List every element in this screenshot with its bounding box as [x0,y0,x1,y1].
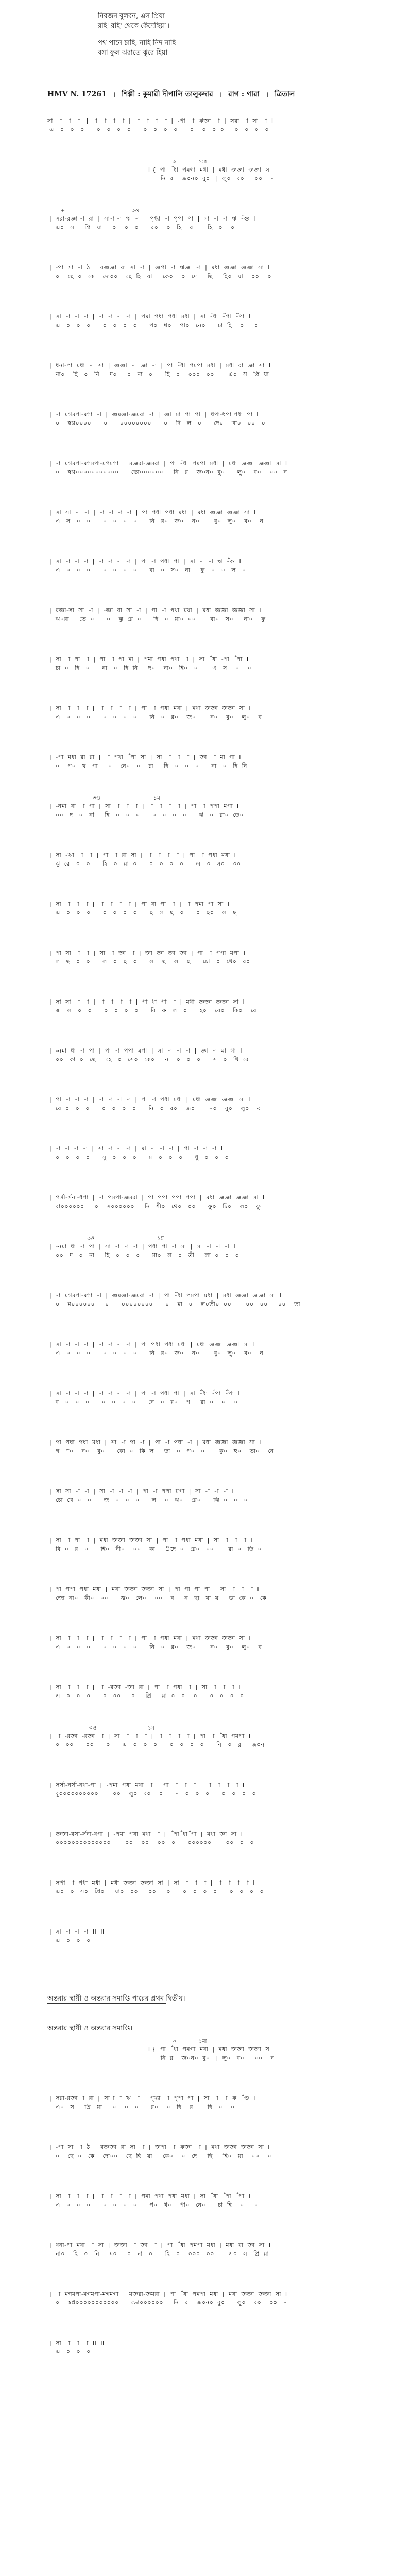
swara-line: | -পা সা -া ঠ | রজ্ঞজ্ঞা রা সা -া | জ্ঞপা -া ঋজ্ঞা -া | মধা জ্ঞজ্ঞা জ্ঞজ্ঞা সা I [47,2144,270,2150]
lyric-line: গ ণ০ ন০ বু০ কো ০ কি ল তা ০ প০ ০ কু০ হু০ তা০ নে [47,1448,274,1454]
poem-line: রহি' রহি' থেকে কেঁদেছিয়া ৷ [98,22,169,30]
footnote: অন্তরার স্থায়ী ও অন্তরার সমাপ্তি। [47,2025,133,2032]
lyric-line: এ ০ ০ ০ [47,2348,91,2355]
lyric-line: ০ স্বপ্ন০০০০০০০০০০০ ভো০০০০০০ নি র জ০ন০ বু০ লু০ ব০ ০০ ন [47,2299,287,2306]
lyric-line: এ ০ ০ ০ [47,1937,91,1944]
swara-line: | সা -া পা -া | মধা জ্ঞজ্ঞা জ্ঞজ্ঞা সা | পা -া পধা মধা | সা -া -া -া I [47,1537,253,1544]
lyric-line: না০ হি ০ নি দ০ ০ না ০ হি ০ ০০০ ০০ এ০ স প্রি য়া [47,371,269,378]
swara-line: | সা -া -া -া | -া -া -া -া | পা ধা পা -া | -া পমা পা সা I [47,901,230,907]
lyric-line: ব ০ ০ ০ ০ ০ ০ ০ নে ০ র০ প রা ০ ০ ০ [47,1399,238,1405]
separator: । [219,90,222,99]
lyric-line: এ ০ ০ ০ ০ ০০ ০ প্রি য়া ০ ০ ০ ০ ০ ০ ০ [47,1692,244,1699]
swara-line: | -নমা ধা -া পা | পা -া পপা মপা | সা -া -া -া | জ্ঞা -া মা গা I [47,1047,243,1054]
lyric-line: ০ প০ থ পা ০ নে০ ০ চা হি ০ ০ ০ না ০ হি নি [47,762,247,769]
lyric-line: এ ০ ০ ০ ০ ০ ০ ০ ছ ল ছ ০ ০ ছ০ ল ছ [47,909,237,916]
lyric-line: জ ল ০ ০ ০ ০ ০ ০ বি ফ ল ০ হ০ বে০ কি০ রে [47,1007,257,1014]
lyric-line: এ০ স প্রি য়া ০ ০ ০ র০ ০ হি র হি ০ ০ [47,224,235,231]
swara-line: | পা সা -া -া | সা -া জ্ঞা -া | জ্ঞা জ্ঞা জ্ঞা জ্ঞা | পা -া পপা মপা I [47,950,246,956]
lyric-line: রে ০ ০ ০ ০ ০ ০ ০ নি ০ র০ জ০ ন০ বু০ লু০ ব [47,1105,261,1112]
separator: । [265,90,269,99]
tala: ত্রিতাল [274,90,295,98]
lyric-line: ০ স্বপ্ন০০০০০০০০০০০ ভো০০০০০০ নি র জ০ন০ বু০ লু০ ব০ ০০ ন [47,469,287,476]
lyric-line: এ ০ ০ ০ ০ ০ ০ ০ নি ০ র০ জ০ ন০ বু০ লু০ ব [47,714,262,720]
swara-line: | সা -া -া -া II II [47,1928,105,1935]
swara-line: | সা -া -া -া | -া -া -া -া | পমা পধা পধা মধা | সা -ঁধা -ঁপা -ঁপা I [47,2193,251,2199]
lyric-line: এ০ ০ স০ প্রি০ য়া০ ০০ ০০ ০ ০ ০ ০ ০ ০ ০ ০ ০ [47,1888,264,1895]
swara-line: | সপা -া পধা মধা | মধা জ্ঞজ্ঞা জ্ঞজ্ঞা সা | সা -া -া -া | -া -া -া -া I [47,1879,255,1886]
swara-line: I { পা -ঁধা পমগা মধা | মধা জ্ঞজ্ঞা জ্ঞজ্ঞা স [47,2046,270,2053]
lyric-line: ০০ দ ০ না হি ০ ০ ০ মা০ ল ০ তী লা ০ ০ ০ [47,1252,239,1259]
swara-line: | সা -া -া -া | -া -া -া -া | পা -া পধা পা | সা -ঁধা -ঁপা -ঁপা I [47,1390,241,1397]
lyric-line: এ ০ ০ ০ ০ ০ ০ ০ বা ০ স০ না ফু ০ ০ ল ০ [47,567,246,573]
lyric-line: এ ০ ০ ০ ০ ০ ০ ০ ০ ০ ০ ০ ০ ০ ০ ০ ০ ০ ০ ০ [47,126,269,133]
swara-line: | সা সা -া -া | -া -া -া -া | পা ধা পা -া | মধা জ্ঞজ্ঞা জ্ঞজ্ঞা সা I [47,998,245,1005]
lyric-line: ল ছ ০ ০ ল ০ ছ ০ ল ছ ল ছ চো ০ খে০ র০ [47,958,250,965]
swara-line: | -নমা ধা -া পা | সা -া -া -া | -া -া -া -া | পা -া পপা মপা I [47,803,239,809]
swara-line: | -া -া -া -া | সা -া -া -া | মা -া -া -া | পা -া -া -া I [47,1145,223,1152]
lyric-line: ০ ছে ০ কে দো০০ ছে হি য়া কে০ ০ দে ছি হি০ য়া ০০ ০ [47,2153,272,2159]
swara-line: | পা পধা পধা মধা | সা -া পা -া | পা -া পধা -া | মধা জ্ঞজ্ঞা জ্ঞজ্ঞা সা I [47,1439,261,1446]
swara-line: | সরা-রজ্ঞা -া রা | সা-া -া ঋ -া | পৃগ্ধা -া পৃপা পা | সা -া -া ঋ -ঁগু I [47,2095,255,2102]
lyric-line: ০ ০ ০ ০ সু ০ ০ ০ ম ০ ০ ০ ধু ০ ০ ০ [47,1154,229,1161]
swara-line: | -া মগমপা-মগা -া | জ্ঞমজ্ঞা-জ্ঞমরা -া | জ্ঞা মা পা পা | ধপা-ধপা পধা পা I [47,411,259,418]
lyric-line: চা ০ হি ০ না ০ হি নি দ০ না০ হি০ ০ এ স ০ ০ [47,665,252,671]
swara-line: | -া -রজ্ঞা -রজ্ঞা -া | সা -া -া -া | -া -া -া -া | পা -া -ঁধা পমপা I [47,1733,251,1739]
swara-line: | সা -া -া -া | -া -া -া -া | পা -া পধা মধা | মধা জ্ঞজ্ঞা জ্ঞজ্ঞা সা I [47,1635,251,1641]
swara-line: | সর্সা-নর্সা-নধা-পা | -পমা পধা মধা -া | পা -া -া -া | -া -া -া -া I [47,1782,245,1788]
lyric-line: এ ০ ০ ০ ০ ০ ০ ০ প০ থ০ পা০ নে০ চা হি ০ ০ [47,2201,259,2208]
swara-line: | -নমা ধা -া পা | সা -া -া -া | পধা পা -া সা | সা -া -া -া I [47,1243,236,1250]
footnote: অন্তরার স্থায়ী ও অন্তরার সমাপ্তি পারের প্রথম দ্বিতীয়। [47,1995,185,2003]
lyric-line: জো না০ কী০ ০০ জ্ব০ লে০ ০০ ব ন ছা য়া য় ডা কে ০ কে [47,1595,267,1601]
beat-marks: ৩ ১মা [47,2039,207,2044]
lyric-line: এ ০ ০ ০ ০ ০ ০ ০ প০ থ০ পা০ নে০ চা হি ০ ০ [47,322,259,329]
lyric-line: নি র জ০ন০ বু০ | লু০ ব০ ০০ ন [47,175,274,182]
swara-line: | পর্সা-র্সনা-ধপা | -া পমপা-জ্ঞমরা | পা পপা পপা পপা | মধা জ্ঞজ্ঞা জ্ঞজ্ঞা সা I [47,1194,265,1201]
lyric-line: চো খে ০ ০ জ ০ ০ ০ ল ০ ঝ০ রে০ ঝি ০ ০ ০ [47,1497,248,1503]
lyric-line: ০০ দ ০ না হি ০ ০ ০ ০ ০ ০ ০ ঝ ০ রা০ তে০ [47,811,244,818]
lyric-line: নি র জ০ন০ বু০ | লু০ ব০ ০০ ন [47,2055,274,2061]
swara-line: | সা সা -া -া | -া -া -া -া | পা পধা পধা মধা | মধা জ্ঞজ্ঞা জ্ঞজ্ঞা সা I [47,509,256,516]
raga: রাগ : গারা [228,90,260,98]
swara-line: | পা পপা পধা মধা | মধা জ্ঞজ্ঞা জ্ঞজ্ঞা সা | পা পা পা পা | সা -া -া -া I [47,1586,260,1592]
lyric-line: বা০০০০০০ ০ স০০০০০০ নি শী০ থে০ ০০ ফু০ টি০ ল০ ফু [47,1203,261,1210]
lyric-line: এ ০ ০ ০ ০ ০ ০ ০ নি র০ জ০ ন০ বু০ লু০ ব০ ন [47,1350,264,1357]
lyric-line: এ০ স প্রি য়া ০ ০ ০ র০ ০ হি র হি ০ ০ [47,2104,235,2110]
lyric-line: বু০০০০০০০০০০ ০০ লু০ ব০ ০ ন ০ ০ ০ ০ ০ ০ ০ [47,1790,256,1797]
song-header [47,89,381,100]
swara-line: | সা -া -া -া | -া -া -া -া | পা -া পধা পা | সা -া -া ঋ -ঁগু I [47,558,242,565]
lyric-line: ঝ০রা তে ০ ০ ঝু রে ০ হি ০ য়া০ ০০ বা০ স০ না০ ফু [47,616,266,622]
swara-line: | সা -া -া -া | -া -া -া -া | পা -া পধা মধা | মধা জ্ঞজ্ঞা জ্ঞজ্ঞা সা I [47,705,251,711]
swara-line: | পা -া -া -া | -া -া -া -া | পা -া পধা মধা | মধা জ্ঞজ্ঞা জ্ঞজ্ঞা সা I [47,1096,251,1103]
swara-line: | সরা-রজ্ঞা -া রা | সা-া -া ঋ -া | পৃগ্ধা -া পৃপা পা | সা -া -া ঋ -ঁগু I [47,215,255,222]
swara-line: | -া মগমপা-মগমপা-মগমগা | মজ্ঞরা-জ্ঞমরা | পা -ঁধা পমপা মধা | মধা জ্ঞজ্ঞা জ্ঞজ্ঞা সা I [47,2291,287,2297]
swara-line: | ধনা-পা মধা -া সা | জ্ঞজ্ঞা -া জ্ঞা -া | পা -ঁধা পমপা মধা | মধা রা জ্ঞা সা I [47,362,271,369]
swara-line: I { পা -ঁধা পমগা মধা | মধা জ্ঞজ্ঞা জ্ঞজ্ঞা স [47,166,270,173]
swara-line: | -পা সা -া ঠ | রজ্ঞজ্ঞা রা সা -া | জ্ঞপা -া ঋজ্ঞা -া | মধা জ্ঞজ্ঞা জ্ঞজ্ঞা সা I [47,264,270,271]
lyric-line: ০ ০০ ০০ ০ এ ০ ০ ০ ০ ০ ০ ০ নি ০ র জ০ন [47,1741,265,1748]
lyric-line: এ স ০ ০ ০ ০ ০ ০ নি র০ জ০ ন০ বু০ লু০ ব০ ন [47,518,264,524]
lyric-line: ঝু রে ০ ০ হি ০ য়া ০ ০ ০ ০ ০ এ ০ স০ ০০ [47,860,241,867]
beat-marks: ৩ ১মা [47,159,207,165]
poem-line: পথ পানে চাহি, নাহি নিদ নাহি [98,39,176,47]
swara-line: | রজ্ঞা-সা সা -া | -জ্ঞা রা সা -া | পা -া পধা মধা | মধা জ্ঞজ্ঞা জ্ঞজ্ঞা সা I [47,607,261,614]
swara-line: | সা -া পা -া | পা -া পা মা | পমা পধা পধা -া | সা -ঁধা -পা -ঁপা I [47,656,249,663]
swara-line: | -া মগমপা-মগমপা-মগমগা | মজ্ঞরা-জ্ঞমরা | পা -ঁধা পমপা মধা | মধা জ্ঞজ্ঞা জ্ঞজ্ঞা সা I [47,460,287,467]
singer: শিল্পী : কুমারী দীপালি তালুকদার [122,90,213,98]
lyric-line: ০ ছে ০ কে দো০০ ছে হি য়া কে০ ০ দে ছি হি০ য়া ০০ ০ [47,273,272,280]
poem-text [98,11,176,58]
poem-stanza-gap [98,31,176,38]
poem-line: বসা ফুল ঝরাতে ঝুরে হিয়া ৷ [98,49,171,57]
lyric-line: বি ০ র ০ হি০ নী০ ০০ কা ঁদে ০ রে০ ০০ রা ০ তি ০ [47,1546,262,1552]
lyric-line: ০ স্বপ্ন০০০০ ০ ০০০০০০০০ ০ দি ল ০ দে০ খা০ ০০ ০ [47,420,266,427]
swara-line: | সা -ঋা -া -া | পা -া রা সা | -া -া -া -া | পা -া পধা মধা I [47,852,236,858]
record-number: HMV N. 17261 [47,90,107,98]
swara-line: | ধনা-পা মধা -া সা | জ্ঞজ্ঞা -া জ্ঞা -া | পা -ঁধা পমপা মধা | মধা রা জ্ঞা সা I [47,2242,271,2248]
swara-line: | সা -া -া -া II II [47,2340,105,2346]
beat-marks: ৩ও ১ম [47,1236,164,1242]
swara-line: | সা -া -া -া | -া -রজ্ঞা -জ্ঞা রা | পা -া পধা -া | সা -া -া -া I [47,1684,241,1690]
poem-line: নিরজন বুলবন, এস প্রিয়া [98,12,165,20]
separator: । [112,90,116,99]
swara-line: | সা সা -া -া | সা -া -া -া | পা -া পপা মপা | সা -া -া -া I [47,1488,234,1495]
lyric-line: ০০০০০০০০০০০০০০ ০০ ০০ ০০ ০ ০০০০০০ ০০ ০ ০ [47,1839,254,1846]
beat-marks: + ৩ও [47,208,141,214]
swara-line: | সা -া -া -া | -া -া -া -া | পা পধা পধা মধা | মধা জ্ঞজ্ঞা জ্ঞজ্ঞা সা I [47,1341,255,1348]
beat-marks: ৩ও ১ম [47,795,161,801]
swara-line: | -া মগমপা-মগা -া | জ্ঞমজ্ঞা-জ্ঞমরা -া | পা -ঁধা পমপা মধা | মধা জ্ঞজ্ঞা জ্ঞজ্ঞা সা I [47,1292,282,1299]
beat-marks: ৩ও ১ম [47,1725,155,1731]
swara-line: সা -া -া -া | -া -া -া -া | -া -া -া -া | -পা -া ঋজ্ঞা -া | সরা -া সা -া I [47,117,273,124]
lyric-line: না০ হি ০ নি দ০ ০ না ০ হি ০ ০০০ ০০ এ০ স প্রি য়া [47,2250,269,2257]
lyric-line: ০০ কা ০ ছে হে ০ সে০ কে০ না ০ ০ ০ স ০ খি রে [47,1056,249,1063]
swara-line: | -পা মধা রা রা | -া পধা -ঁপা সা | সা -া -া -া | জ্ঞা -া মা গা I [47,754,241,760]
swara-line: | জ্ঞজ্ঞা-রসা-র্সনা-ধপা | -পমা পধা মধা -া | -ঁপা-ঁধা-ঁপা | মধা জ্ঞা সা I [47,1831,243,1837]
divider [47,2003,166,2004]
swara-line: | সা -া -া -া | -া -া -া -া | পমা পধা পধা মধা | সা -ঁধা -ঁপা -ঁপা I [47,313,251,320]
lyric-line: এ ০ ০ ০ ০ ০ ০ ০ নি ০ র০ জ০ ন০ বু০ লু০ ব [47,1643,262,1650]
lyric-line: ০ ম০০০০০০ ০ ০০০০০০০০ ০ মা ০ ল০তী০ ০০ ০০ ০০ ০০ তা [47,1301,301,1308]
